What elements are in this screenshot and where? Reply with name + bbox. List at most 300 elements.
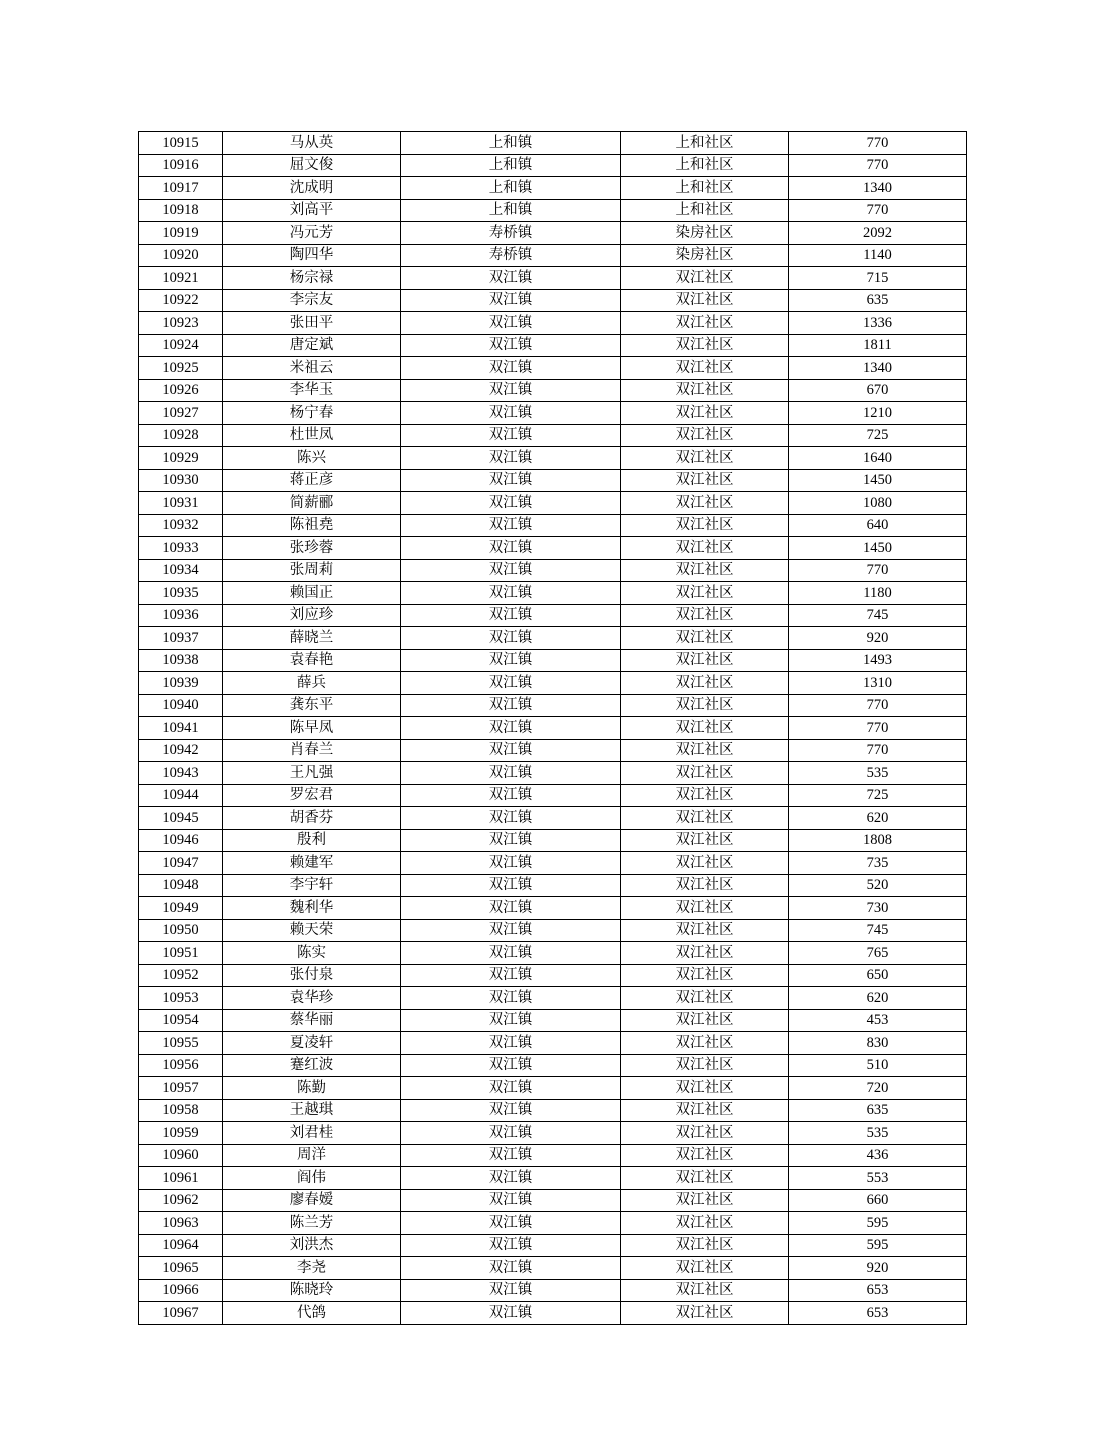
town-cell: 双江镇 xyxy=(401,627,621,650)
town-cell: 双江镇 xyxy=(401,1009,621,1032)
amount-cell: 2092 xyxy=(789,222,967,245)
table-row xyxy=(139,919,967,942)
amount-cell: 1180 xyxy=(789,582,967,605)
record-id-cell: 10965 xyxy=(139,1257,223,1280)
record-id-cell: 10916 xyxy=(139,154,223,177)
town-cell: 双江镇 xyxy=(401,1234,621,1257)
record-id-cell: 10940 xyxy=(139,694,223,717)
community-cell: 双江社区 xyxy=(621,1212,789,1235)
community-cell: 双江社区 xyxy=(621,514,789,537)
community-cell: 双江社区 xyxy=(621,267,789,290)
amount-cell: 660 xyxy=(789,1189,967,1212)
town-cell: 双江镇 xyxy=(401,357,621,380)
record-id-cell: 10947 xyxy=(139,852,223,875)
table-row xyxy=(139,1032,967,1055)
record-id-cell: 10936 xyxy=(139,604,223,627)
record-id-cell: 10954 xyxy=(139,1009,223,1032)
town-cell: 双江镇 xyxy=(401,537,621,560)
town-cell: 寿桥镇 xyxy=(401,244,621,267)
town-cell: 双江镇 xyxy=(401,739,621,762)
person-name-cell: 夏凌轩 xyxy=(223,1032,401,1055)
amount-cell: 770 xyxy=(789,559,967,582)
community-cell: 双江社区 xyxy=(621,829,789,852)
amount-cell: 635 xyxy=(789,1099,967,1122)
table-row xyxy=(139,244,967,267)
record-id-cell: 10962 xyxy=(139,1189,223,1212)
record-id-cell: 10951 xyxy=(139,942,223,965)
town-cell: 双江镇 xyxy=(401,312,621,335)
community-cell: 双江社区 xyxy=(621,604,789,627)
town-cell: 双江镇 xyxy=(401,1212,621,1235)
amount-cell: 720 xyxy=(789,1077,967,1100)
amount-cell: 640 xyxy=(789,514,967,537)
person-name-cell: 胡香芬 xyxy=(223,807,401,830)
table-row xyxy=(139,514,967,537)
town-cell: 双江镇 xyxy=(401,964,621,987)
record-id-cell: 10956 xyxy=(139,1054,223,1077)
person-name-cell: 廖春嫒 xyxy=(223,1189,401,1212)
community-cell: 双江社区 xyxy=(621,1167,789,1190)
amount-cell: 1640 xyxy=(789,447,967,470)
table-row xyxy=(139,222,967,245)
community-cell: 双江社区 xyxy=(621,807,789,830)
table-row xyxy=(139,762,967,785)
amount-cell: 650 xyxy=(789,964,967,987)
person-name-cell: 赖建军 xyxy=(223,852,401,875)
person-name-cell: 赖国正 xyxy=(223,582,401,605)
community-cell: 上和社区 xyxy=(621,154,789,177)
town-cell: 双江镇 xyxy=(401,1122,621,1145)
record-id-cell: 10927 xyxy=(139,402,223,425)
person-name-cell: 殷利 xyxy=(223,829,401,852)
person-name-cell: 张田平 xyxy=(223,312,401,335)
person-name-cell: 陈晓玲 xyxy=(223,1279,401,1302)
amount-cell: 1140 xyxy=(789,244,967,267)
table-row xyxy=(139,942,967,965)
amount-cell: 1310 xyxy=(789,672,967,695)
table-row xyxy=(139,132,967,155)
table-row xyxy=(139,1009,967,1032)
community-cell: 双江社区 xyxy=(621,919,789,942)
community-cell: 双江社区 xyxy=(621,379,789,402)
town-cell: 双江镇 xyxy=(401,987,621,1010)
record-id-cell: 10929 xyxy=(139,447,223,470)
amount-cell: 620 xyxy=(789,987,967,1010)
amount-cell: 510 xyxy=(789,1054,967,1077)
person-name-cell: 杨宗禄 xyxy=(223,267,401,290)
town-cell: 双江镇 xyxy=(401,402,621,425)
amount-cell: 770 xyxy=(789,694,967,717)
person-name-cell: 杜世凤 xyxy=(223,424,401,447)
town-cell: 双江镇 xyxy=(401,942,621,965)
community-cell: 双江社区 xyxy=(621,1302,789,1325)
record-id-cell: 10926 xyxy=(139,379,223,402)
person-name-cell: 龚东平 xyxy=(223,694,401,717)
record-id-cell: 10959 xyxy=(139,1122,223,1145)
table-row xyxy=(139,1302,967,1325)
person-name-cell: 陈兴 xyxy=(223,447,401,470)
person-name-cell: 李华玉 xyxy=(223,379,401,402)
table-row xyxy=(139,537,967,560)
table-row xyxy=(139,1257,967,1280)
town-cell: 双江镇 xyxy=(401,514,621,537)
record-id-cell: 10933 xyxy=(139,537,223,560)
community-cell: 双江社区 xyxy=(621,402,789,425)
table-row xyxy=(139,1077,967,1100)
record-id-cell: 10955 xyxy=(139,1032,223,1055)
table-row xyxy=(139,649,967,672)
amount-cell: 1210 xyxy=(789,402,967,425)
amount-cell: 653 xyxy=(789,1302,967,1325)
person-name-cell: 袁春艳 xyxy=(223,649,401,672)
person-name-cell: 沈成明 xyxy=(223,177,401,200)
record-id-cell: 10939 xyxy=(139,672,223,695)
record-id-cell: 10938 xyxy=(139,649,223,672)
community-cell: 双江社区 xyxy=(621,1279,789,1302)
person-name-cell: 王凡强 xyxy=(223,762,401,785)
person-name-cell: 袁华珍 xyxy=(223,987,401,1010)
record-id-cell: 10922 xyxy=(139,289,223,312)
community-cell: 双江社区 xyxy=(621,852,789,875)
table-row xyxy=(139,402,967,425)
community-cell: 双江社区 xyxy=(621,424,789,447)
table-row xyxy=(139,1122,967,1145)
records-table xyxy=(138,131,967,1325)
person-name-cell: 张付泉 xyxy=(223,964,401,987)
community-cell: 双江社区 xyxy=(621,334,789,357)
community-cell: 双江社区 xyxy=(621,537,789,560)
record-id-cell: 10923 xyxy=(139,312,223,335)
table-row xyxy=(139,447,967,470)
town-cell: 双江镇 xyxy=(401,717,621,740)
town-cell: 双江镇 xyxy=(401,1302,621,1325)
person-name-cell: 蒋正彦 xyxy=(223,469,401,492)
table-row xyxy=(139,604,967,627)
record-id-cell: 10966 xyxy=(139,1279,223,1302)
town-cell: 双江镇 xyxy=(401,874,621,897)
community-cell: 双江社区 xyxy=(621,1054,789,1077)
amount-cell: 920 xyxy=(789,627,967,650)
table-row xyxy=(139,469,967,492)
record-id-cell: 10934 xyxy=(139,559,223,582)
community-cell: 双江社区 xyxy=(621,289,789,312)
person-name-cell: 肖春兰 xyxy=(223,739,401,762)
community-cell: 双江社区 xyxy=(621,1077,789,1100)
amount-cell: 745 xyxy=(789,919,967,942)
town-cell: 双江镇 xyxy=(401,1279,621,1302)
record-id-cell: 10925 xyxy=(139,357,223,380)
town-cell: 双江镇 xyxy=(401,672,621,695)
table-row xyxy=(139,739,967,762)
record-id-cell: 10950 xyxy=(139,919,223,942)
person-name-cell: 赖天荣 xyxy=(223,919,401,942)
table-row xyxy=(139,829,967,852)
person-name-cell: 阎伟 xyxy=(223,1167,401,1190)
person-name-cell: 杨宁春 xyxy=(223,402,401,425)
town-cell: 双江镇 xyxy=(401,694,621,717)
town-cell: 双江镇 xyxy=(401,559,621,582)
amount-cell: 725 xyxy=(789,784,967,807)
amount-cell: 725 xyxy=(789,424,967,447)
amount-cell: 453 xyxy=(789,1009,967,1032)
town-cell: 双江镇 xyxy=(401,1257,621,1280)
person-name-cell: 张珍蓉 xyxy=(223,537,401,560)
table-row xyxy=(139,874,967,897)
town-cell: 双江镇 xyxy=(401,1054,621,1077)
town-cell: 双江镇 xyxy=(401,267,621,290)
amount-cell: 1450 xyxy=(789,469,967,492)
community-cell: 染房社区 xyxy=(621,244,789,267)
amount-cell: 1808 xyxy=(789,829,967,852)
amount-cell: 670 xyxy=(789,379,967,402)
record-id-cell: 10967 xyxy=(139,1302,223,1325)
community-cell: 双江社区 xyxy=(621,469,789,492)
community-cell: 双江社区 xyxy=(621,1122,789,1145)
amount-cell: 635 xyxy=(789,289,967,312)
amount-cell: 1080 xyxy=(789,492,967,515)
town-cell: 双江镇 xyxy=(401,1144,621,1167)
town-cell: 双江镇 xyxy=(401,1032,621,1055)
person-name-cell: 陈实 xyxy=(223,942,401,965)
town-cell: 双江镇 xyxy=(401,424,621,447)
person-name-cell: 蔡华丽 xyxy=(223,1009,401,1032)
person-name-cell: 薛兵 xyxy=(223,672,401,695)
table-row xyxy=(139,154,967,177)
person-name-cell: 陶四华 xyxy=(223,244,401,267)
record-id-cell: 10945 xyxy=(139,807,223,830)
record-id-cell: 10915 xyxy=(139,132,223,155)
town-cell: 双江镇 xyxy=(401,1099,621,1122)
town-cell: 寿桥镇 xyxy=(401,222,621,245)
amount-cell: 770 xyxy=(789,739,967,762)
community-cell: 上和社区 xyxy=(621,177,789,200)
records-table-body xyxy=(139,132,967,1325)
table-row xyxy=(139,199,967,222)
town-cell: 双江镇 xyxy=(401,897,621,920)
community-cell: 双江社区 xyxy=(621,559,789,582)
amount-cell: 730 xyxy=(789,897,967,920)
community-cell: 双江社区 xyxy=(621,312,789,335)
record-id-cell: 10943 xyxy=(139,762,223,785)
record-id-cell: 10964 xyxy=(139,1234,223,1257)
person-name-cell: 薛晓兰 xyxy=(223,627,401,650)
town-cell: 双江镇 xyxy=(401,807,621,830)
record-id-cell: 10963 xyxy=(139,1212,223,1235)
person-name-cell: 李宗友 xyxy=(223,289,401,312)
record-id-cell: 10928 xyxy=(139,424,223,447)
amount-cell: 770 xyxy=(789,199,967,222)
table-row xyxy=(139,627,967,650)
amount-cell: 735 xyxy=(789,852,967,875)
community-cell: 双江社区 xyxy=(621,762,789,785)
record-id-cell: 10952 xyxy=(139,964,223,987)
town-cell: 双江镇 xyxy=(401,379,621,402)
table-row xyxy=(139,1234,967,1257)
amount-cell: 595 xyxy=(789,1212,967,1235)
record-id-cell: 10958 xyxy=(139,1099,223,1122)
community-cell: 双江社区 xyxy=(621,784,789,807)
table-row xyxy=(139,897,967,920)
table-row xyxy=(139,964,967,987)
town-cell: 双江镇 xyxy=(401,447,621,470)
community-cell: 双江社区 xyxy=(621,447,789,470)
community-cell: 双江社区 xyxy=(621,1234,789,1257)
amount-cell: 653 xyxy=(789,1279,967,1302)
amount-cell: 920 xyxy=(789,1257,967,1280)
amount-cell: 595 xyxy=(789,1234,967,1257)
table-row xyxy=(139,312,967,335)
record-id-cell: 10949 xyxy=(139,897,223,920)
person-name-cell: 李尧 xyxy=(223,1257,401,1280)
community-cell: 双江社区 xyxy=(621,717,789,740)
amount-cell: 520 xyxy=(789,874,967,897)
person-name-cell: 米祖云 xyxy=(223,357,401,380)
town-cell: 上和镇 xyxy=(401,199,621,222)
table-row xyxy=(139,1212,967,1235)
record-id-cell: 10932 xyxy=(139,514,223,537)
person-name-cell: 马从英 xyxy=(223,132,401,155)
record-id-cell: 10948 xyxy=(139,874,223,897)
community-cell: 双江社区 xyxy=(621,1099,789,1122)
town-cell: 双江镇 xyxy=(401,289,621,312)
person-name-cell: 刘高平 xyxy=(223,199,401,222)
community-cell: 双江社区 xyxy=(621,964,789,987)
table-row xyxy=(139,694,967,717)
amount-cell: 765 xyxy=(789,942,967,965)
amount-cell: 535 xyxy=(789,762,967,785)
person-name-cell: 罗宏君 xyxy=(223,784,401,807)
town-cell: 双江镇 xyxy=(401,582,621,605)
table-row xyxy=(139,1279,967,1302)
record-id-cell: 10960 xyxy=(139,1144,223,1167)
community-cell: 上和社区 xyxy=(621,199,789,222)
record-id-cell: 10941 xyxy=(139,717,223,740)
table-row xyxy=(139,1054,967,1077)
community-cell: 双江社区 xyxy=(621,627,789,650)
table-row xyxy=(139,289,967,312)
community-cell: 双江社区 xyxy=(621,1009,789,1032)
record-id-cell: 10919 xyxy=(139,222,223,245)
town-cell: 双江镇 xyxy=(401,784,621,807)
community-cell: 双江社区 xyxy=(621,1189,789,1212)
table-row xyxy=(139,717,967,740)
community-cell: 双江社区 xyxy=(621,492,789,515)
community-cell: 双江社区 xyxy=(621,897,789,920)
amount-cell: 715 xyxy=(789,267,967,290)
community-cell: 双江社区 xyxy=(621,649,789,672)
town-cell: 双江镇 xyxy=(401,852,621,875)
person-name-cell: 简薪郦 xyxy=(223,492,401,515)
record-id-cell: 10946 xyxy=(139,829,223,852)
town-cell: 双江镇 xyxy=(401,469,621,492)
community-cell: 双江社区 xyxy=(621,672,789,695)
community-cell: 双江社区 xyxy=(621,942,789,965)
town-cell: 双江镇 xyxy=(401,492,621,515)
community-cell: 染房社区 xyxy=(621,222,789,245)
table-row xyxy=(139,357,967,380)
amount-cell: 830 xyxy=(789,1032,967,1055)
table-row xyxy=(139,1144,967,1167)
table-row xyxy=(139,379,967,402)
amount-cell: 1340 xyxy=(789,357,967,380)
person-name-cell: 刘君桂 xyxy=(223,1122,401,1145)
amount-cell: 1493 xyxy=(789,649,967,672)
amount-cell: 1340 xyxy=(789,177,967,200)
person-name-cell: 刘洪杰 xyxy=(223,1234,401,1257)
record-id-cell: 10935 xyxy=(139,582,223,605)
record-id-cell: 10944 xyxy=(139,784,223,807)
amount-cell: 770 xyxy=(789,132,967,155)
record-id-cell: 10931 xyxy=(139,492,223,515)
table-row xyxy=(139,672,967,695)
town-cell: 双江镇 xyxy=(401,604,621,627)
town-cell: 双江镇 xyxy=(401,762,621,785)
person-name-cell: 陈兰芳 xyxy=(223,1212,401,1235)
record-id-cell: 10924 xyxy=(139,334,223,357)
person-name-cell: 周洋 xyxy=(223,1144,401,1167)
record-id-cell: 10920 xyxy=(139,244,223,267)
table-row xyxy=(139,582,967,605)
person-name-cell: 唐定斌 xyxy=(223,334,401,357)
community-cell: 双江社区 xyxy=(621,357,789,380)
community-cell: 双江社区 xyxy=(621,582,789,605)
person-name-cell: 陈勤 xyxy=(223,1077,401,1100)
table-row xyxy=(139,1189,967,1212)
record-id-cell: 10918 xyxy=(139,199,223,222)
record-id-cell: 10917 xyxy=(139,177,223,200)
table-row xyxy=(139,177,967,200)
amount-cell: 620 xyxy=(789,807,967,830)
town-cell: 双江镇 xyxy=(401,829,621,852)
table-row xyxy=(139,987,967,1010)
record-id-cell: 10921 xyxy=(139,267,223,290)
town-cell: 上和镇 xyxy=(401,154,621,177)
community-cell: 上和社区 xyxy=(621,132,789,155)
community-cell: 双江社区 xyxy=(621,694,789,717)
record-id-cell: 10953 xyxy=(139,987,223,1010)
community-cell: 双江社区 xyxy=(621,987,789,1010)
table-row xyxy=(139,852,967,875)
table-row xyxy=(139,424,967,447)
table-row xyxy=(139,807,967,830)
town-cell: 双江镇 xyxy=(401,919,621,942)
amount-cell: 745 xyxy=(789,604,967,627)
person-name-cell: 陈早凤 xyxy=(223,717,401,740)
record-id-cell: 10942 xyxy=(139,739,223,762)
community-cell: 双江社区 xyxy=(621,1144,789,1167)
amount-cell: 770 xyxy=(789,154,967,177)
amount-cell: 553 xyxy=(789,1167,967,1190)
amount-cell: 436 xyxy=(789,1144,967,1167)
record-id-cell: 10957 xyxy=(139,1077,223,1100)
person-name-cell: 蹇红波 xyxy=(223,1054,401,1077)
record-id-cell: 10930 xyxy=(139,469,223,492)
town-cell: 双江镇 xyxy=(401,1167,621,1190)
person-name-cell: 李宇轩 xyxy=(223,874,401,897)
person-name-cell: 张周莉 xyxy=(223,559,401,582)
town-cell: 双江镇 xyxy=(401,334,621,357)
table-row xyxy=(139,492,967,515)
community-cell: 双江社区 xyxy=(621,1032,789,1055)
record-id-cell: 10937 xyxy=(139,627,223,650)
town-cell: 双江镇 xyxy=(401,1077,621,1100)
table-row xyxy=(139,559,967,582)
person-name-cell: 代鸽 xyxy=(223,1302,401,1325)
person-name-cell: 屈文俊 xyxy=(223,154,401,177)
person-name-cell: 魏利华 xyxy=(223,897,401,920)
record-id-cell: 10961 xyxy=(139,1167,223,1190)
town-cell: 上和镇 xyxy=(401,132,621,155)
